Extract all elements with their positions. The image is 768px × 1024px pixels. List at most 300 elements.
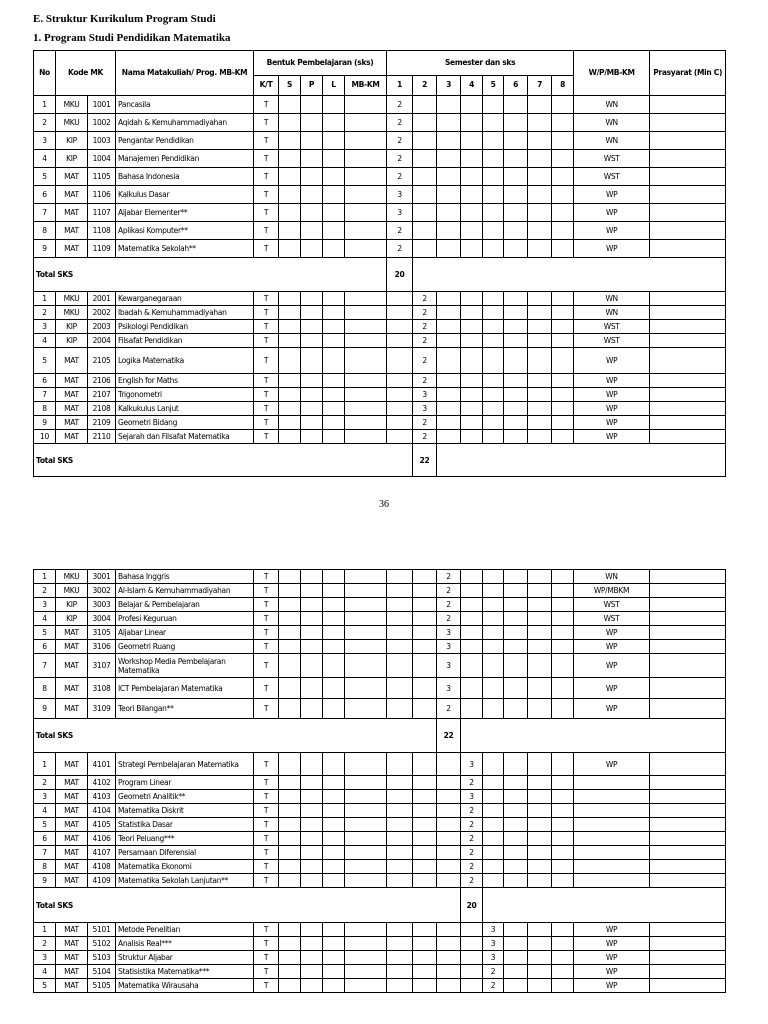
course-l	[323, 612, 345, 626]
course-no: 2	[34, 937, 56, 951]
semester-cell	[528, 204, 552, 222]
course-prasyarat	[650, 348, 726, 374]
course-s	[279, 951, 301, 965]
semester-cell	[437, 846, 461, 860]
semester-cell	[504, 776, 528, 790]
semester-cell	[387, 416, 413, 430]
course-kt: T	[254, 874, 279, 888]
course-s	[279, 150, 301, 168]
course-category: MKU	[56, 114, 88, 132]
course-sks: 3	[387, 186, 413, 204]
course-mbkm	[345, 292, 387, 306]
course-row	[34, 168, 726, 186]
course-no: 8	[34, 678, 56, 699]
semester-cell	[461, 430, 483, 444]
semester-cell	[504, 804, 528, 818]
semester-cell	[483, 678, 504, 699]
semester-cell	[483, 598, 504, 612]
course-code: 1106	[88, 186, 116, 204]
course-prasyarat	[650, 584, 726, 598]
course-s	[279, 240, 301, 258]
semester-cell	[504, 96, 528, 114]
semester-cell	[413, 846, 437, 860]
course-row	[34, 186, 726, 204]
course-p	[301, 753, 323, 776]
course-category: MKU	[56, 306, 88, 320]
course-s	[279, 584, 301, 598]
semester-cell	[413, 186, 437, 204]
semester-cell	[528, 776, 552, 790]
course-code: 4106	[88, 832, 116, 846]
course-l	[323, 937, 345, 951]
course-mbkm	[345, 874, 387, 888]
semester-cell	[413, 654, 437, 678]
course-kt: T	[254, 640, 279, 654]
course-l	[323, 402, 345, 416]
course-no: 6	[34, 832, 56, 846]
semester-cell	[528, 416, 552, 430]
semester-cell	[504, 965, 528, 979]
semester-cell	[528, 186, 552, 204]
course-wp: WP	[574, 640, 650, 654]
course-name: Workshop Media Pembelajaran Matematika	[116, 654, 254, 678]
course-p	[301, 150, 323, 168]
section-heading: E. Struktur Kurikulum Program Studi	[33, 13, 216, 25]
semester-cell	[461, 598, 483, 612]
course-s	[279, 348, 301, 374]
course-prasyarat	[650, 186, 726, 204]
course-name: Belajar & Pembelajaran	[116, 598, 254, 612]
course-wp: WP	[574, 979, 650, 993]
course-l	[323, 388, 345, 402]
course-mbkm	[345, 640, 387, 654]
course-kt: T	[254, 678, 279, 699]
semester-cell	[504, 654, 528, 678]
semester-cell	[483, 699, 504, 719]
course-row	[34, 979, 726, 993]
course-sks: 3	[437, 678, 461, 699]
semester-cell	[504, 923, 528, 937]
semester-cell	[483, 753, 504, 776]
semester-cell	[413, 222, 437, 240]
course-row	[34, 860, 726, 874]
semester-cell	[387, 584, 413, 598]
semester-cell	[387, 776, 413, 790]
semester-cell	[504, 832, 528, 846]
course-s	[279, 874, 301, 888]
course-mbkm	[345, 937, 387, 951]
semester-cell	[528, 222, 552, 240]
semester-cell	[504, 818, 528, 832]
course-p	[301, 874, 323, 888]
course-p	[301, 306, 323, 320]
semester-cell	[413, 96, 437, 114]
course-mbkm	[345, 846, 387, 860]
course-no: 3	[34, 320, 56, 334]
semester-cell	[552, 804, 574, 818]
semester-cell	[483, 168, 504, 186]
semester-cell	[461, 114, 483, 132]
semester-cell	[528, 114, 552, 132]
semester-cell	[483, 790, 504, 804]
semester-cell	[552, 96, 574, 114]
semester-cell	[483, 186, 504, 204]
course-s	[279, 923, 301, 937]
course-wp: WN	[574, 96, 650, 114]
course-name: Geometri Bidang	[116, 416, 254, 430]
course-prasyarat	[650, 388, 726, 402]
course-s	[279, 168, 301, 186]
course-code: 3106	[88, 640, 116, 654]
course-s	[279, 402, 301, 416]
semester-cell	[552, 860, 574, 874]
course-p	[301, 790, 323, 804]
semester-cell	[504, 374, 528, 388]
course-l	[323, 776, 345, 790]
course-wp: WP	[574, 937, 650, 951]
semester-cell	[528, 753, 552, 776]
course-row	[34, 923, 726, 937]
course-wp	[574, 832, 650, 846]
course-code: 3109	[88, 699, 116, 719]
semester-cell	[552, 654, 574, 678]
course-name: Sejarah dan Filsafat Matematika	[116, 430, 254, 444]
course-mbkm	[345, 320, 387, 334]
course-row	[34, 584, 726, 598]
semester-cell	[552, 388, 574, 402]
course-code: 2004	[88, 334, 116, 348]
course-p	[301, 132, 323, 150]
course-s	[279, 430, 301, 444]
course-code: 5103	[88, 951, 116, 965]
course-no: 2	[34, 306, 56, 320]
semester-cell	[552, 937, 574, 951]
semester-cell	[528, 334, 552, 348]
course-code: 4104	[88, 804, 116, 818]
course-row	[34, 334, 726, 348]
semester-cell	[413, 790, 437, 804]
course-l	[323, 132, 345, 150]
semester-cell	[528, 348, 552, 374]
course-s	[279, 654, 301, 678]
course-s	[279, 222, 301, 240]
total-sks-row	[34, 719, 726, 753]
semester-cell	[461, 584, 483, 598]
semester-cell	[552, 874, 574, 888]
course-p	[301, 388, 323, 402]
semester-cell	[504, 114, 528, 132]
semester-cell	[483, 416, 504, 430]
total-sks-value: 22	[437, 719, 461, 753]
semester-cell	[552, 240, 574, 258]
semester-cell	[387, 598, 413, 612]
semester-cell	[461, 132, 483, 150]
course-prasyarat	[650, 334, 726, 348]
course-s	[279, 612, 301, 626]
semester-cell	[437, 790, 461, 804]
semester-cell	[413, 818, 437, 832]
course-no: 3	[34, 132, 56, 150]
semester-cell	[387, 348, 413, 374]
semester-cell	[504, 168, 528, 186]
semester-cell	[552, 640, 574, 654]
course-wp: WP	[574, 402, 650, 416]
semester-cell	[552, 776, 574, 790]
course-p	[301, 204, 323, 222]
course-name: Metode Penelitian	[116, 923, 254, 937]
semester-cell	[504, 640, 528, 654]
total-sks-label: Total SKS	[34, 719, 437, 753]
course-prasyarat	[650, 753, 726, 776]
course-kt: T	[254, 320, 279, 334]
course-p	[301, 818, 323, 832]
semester-cell	[552, 678, 574, 699]
semester-cell	[483, 96, 504, 114]
course-sks: 3	[413, 388, 437, 402]
course-mbkm	[345, 240, 387, 258]
course-kt: T	[254, 150, 279, 168]
course-l	[323, 818, 345, 832]
course-l	[323, 186, 345, 204]
semester-cell	[461, 402, 483, 416]
course-row	[34, 776, 726, 790]
course-name: Kalkukulus Lanjut	[116, 402, 254, 416]
course-mbkm	[345, 584, 387, 598]
course-s	[279, 965, 301, 979]
course-kt: T	[254, 222, 279, 240]
course-name: Aplikasi Komputer**	[116, 222, 254, 240]
course-name: Statistika Dasar	[116, 818, 254, 832]
course-no: 1	[34, 96, 56, 114]
semester-cell	[387, 374, 413, 388]
course-sks: 3	[387, 204, 413, 222]
course-wp: WP	[574, 699, 650, 719]
course-p	[301, 114, 323, 132]
course-wp: WP	[574, 222, 650, 240]
course-name: ICT Pembelajaran Matematika	[116, 678, 254, 699]
semester-cell	[413, 598, 437, 612]
semester-cell	[483, 860, 504, 874]
course-no: 5	[34, 979, 56, 993]
semester-cell	[387, 402, 413, 416]
semester-cell	[461, 186, 483, 204]
semester-cell	[413, 678, 437, 699]
course-row	[34, 846, 726, 860]
semester-cell	[387, 937, 413, 951]
course-name: Bahasa Inggris	[116, 570, 254, 584]
course-prasyarat	[650, 951, 726, 965]
course-no: 3	[34, 598, 56, 612]
course-category: MKU	[56, 292, 88, 306]
course-mbkm	[345, 204, 387, 222]
header-prasyarat: Prasyarat (Min C)	[650, 51, 726, 96]
course-kt: T	[254, 818, 279, 832]
semester-cell	[504, 416, 528, 430]
course-category: MAT	[56, 640, 88, 654]
semester-cell	[483, 374, 504, 388]
semester-cell	[528, 584, 552, 598]
semester-cell	[437, 937, 461, 951]
course-category: MAT	[56, 874, 88, 888]
course-mbkm	[345, 965, 387, 979]
course-wp: WST	[574, 150, 650, 168]
course-kt: T	[254, 306, 279, 320]
course-wp: WP	[574, 204, 650, 222]
semester-cell	[437, 374, 461, 388]
semester-cell	[504, 951, 528, 965]
course-name: Pengantar Pendidikan	[116, 132, 254, 150]
semester-cell	[528, 654, 552, 678]
total-sks-blank	[483, 888, 726, 923]
semester-cell	[552, 204, 574, 222]
course-category: MAT	[56, 923, 88, 937]
course-prasyarat	[650, 306, 726, 320]
course-code: 1003	[88, 132, 116, 150]
course-wp: WP	[574, 240, 650, 258]
course-code: 1004	[88, 150, 116, 168]
course-prasyarat	[650, 114, 726, 132]
course-kt: T	[254, 790, 279, 804]
semester-cell	[387, 832, 413, 846]
course-sks: 2	[387, 114, 413, 132]
course-prasyarat	[650, 612, 726, 626]
course-category: MAT	[56, 818, 88, 832]
course-prasyarat	[650, 374, 726, 388]
semester-cell	[461, 96, 483, 114]
semester-cell	[552, 612, 574, 626]
course-no: 8	[34, 402, 56, 416]
semester-cell	[528, 699, 552, 719]
course-sks: 2	[413, 292, 437, 306]
course-name: Analisis Real***	[116, 937, 254, 951]
semester-cell	[552, 699, 574, 719]
semester-cell	[504, 790, 528, 804]
semester-cell	[552, 626, 574, 640]
semester-cell	[552, 150, 574, 168]
semester-cell	[461, 150, 483, 168]
course-l	[323, 699, 345, 719]
course-prasyarat	[650, 818, 726, 832]
semester-cell	[552, 846, 574, 860]
semester-cell	[483, 334, 504, 348]
semester-cell	[483, 430, 504, 444]
course-code: 2001	[88, 292, 116, 306]
course-l	[323, 678, 345, 699]
course-prasyarat	[650, 678, 726, 699]
semester-cell	[483, 776, 504, 790]
semester-cell	[504, 240, 528, 258]
semester-cell	[552, 306, 574, 320]
course-mbkm	[345, 860, 387, 874]
course-sks: 3	[413, 402, 437, 416]
semester-cell	[483, 292, 504, 306]
course-kt: T	[254, 204, 279, 222]
semester-cell	[528, 832, 552, 846]
course-name: Persamaan Diferensial	[116, 846, 254, 860]
course-sks: 2	[413, 416, 437, 430]
course-code: 3107	[88, 654, 116, 678]
semester-cell	[504, 320, 528, 334]
semester-cell	[552, 374, 574, 388]
course-sks: 2	[437, 598, 461, 612]
course-row	[34, 937, 726, 951]
course-category: MAT	[56, 186, 88, 204]
course-mbkm	[345, 598, 387, 612]
course-p	[301, 374, 323, 388]
course-name: Logika Matematika	[116, 348, 254, 374]
course-row	[34, 626, 726, 640]
course-mbkm	[345, 374, 387, 388]
course-mbkm	[345, 699, 387, 719]
semester-cell	[387, 979, 413, 993]
course-mbkm	[345, 612, 387, 626]
course-no: 6	[34, 186, 56, 204]
course-wp	[574, 846, 650, 860]
semester-cell	[552, 951, 574, 965]
course-p	[301, 570, 323, 584]
course-s	[279, 776, 301, 790]
header-bentuk-pembelajaran: Bentuk Pembelajaran (sks)	[254, 51, 387, 76]
semester-cell	[437, 240, 461, 258]
semester-cell	[437, 965, 461, 979]
header-semester-2: 2	[413, 75, 437, 95]
course-l	[323, 348, 345, 374]
course-category: MKU	[56, 570, 88, 584]
course-category: MAT	[56, 222, 88, 240]
semester-cell	[413, 951, 437, 965]
course-category: MAT	[56, 348, 88, 374]
semester-cell	[461, 320, 483, 334]
course-code: 4107	[88, 846, 116, 860]
course-code: 5104	[88, 965, 116, 979]
course-category: MAT	[56, 416, 88, 430]
semester-cell	[528, 612, 552, 626]
course-row	[34, 150, 726, 168]
semester-cell	[387, 320, 413, 334]
course-row	[34, 874, 726, 888]
course-kt: T	[254, 292, 279, 306]
header-semester-3: 3	[437, 75, 461, 95]
course-l	[323, 951, 345, 965]
course-row	[34, 96, 726, 114]
semester-cell	[504, 222, 528, 240]
header-semester-sks: Semester dan sks	[387, 51, 574, 76]
course-sks: 2	[387, 222, 413, 240]
semester-cell	[528, 626, 552, 640]
semester-cell	[483, 204, 504, 222]
semester-cell	[413, 626, 437, 640]
semester-cell	[387, 923, 413, 937]
course-p	[301, 186, 323, 204]
course-kt: T	[254, 612, 279, 626]
header-kt: K/T	[254, 75, 279, 95]
course-s	[279, 818, 301, 832]
course-sks: 2	[413, 348, 437, 374]
semester-cell	[437, 388, 461, 402]
semester-cell	[528, 168, 552, 186]
semester-cell	[437, 804, 461, 818]
course-s	[279, 979, 301, 993]
course-category: MKU	[56, 584, 88, 598]
semester-cell	[461, 292, 483, 306]
course-prasyarat	[650, 626, 726, 640]
course-category: MAT	[56, 168, 88, 186]
course-prasyarat	[650, 860, 726, 874]
course-s	[279, 114, 301, 132]
semester-cell	[413, 860, 437, 874]
course-s	[279, 374, 301, 388]
semester-cell	[504, 570, 528, 584]
